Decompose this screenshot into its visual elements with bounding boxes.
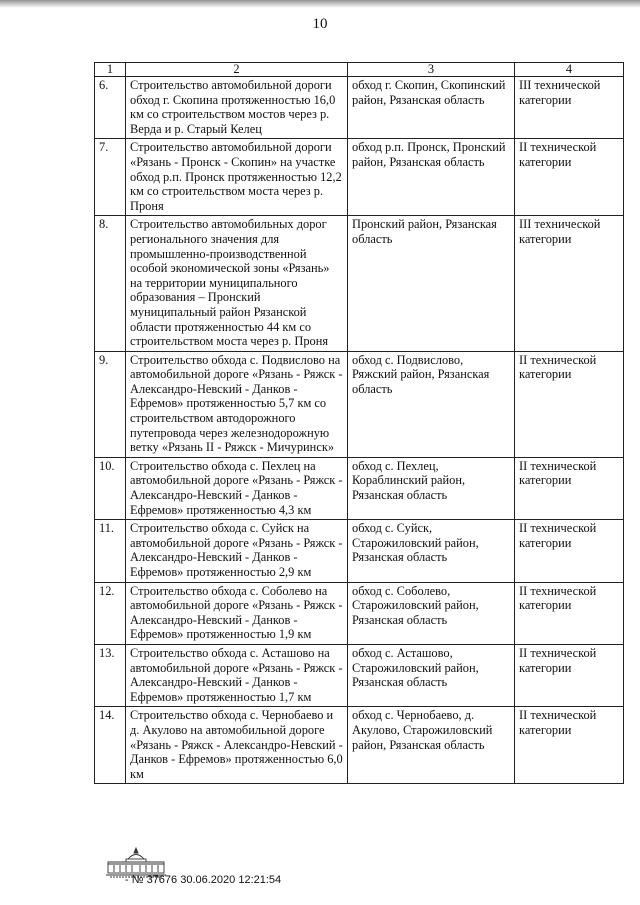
row-description: Строительство автомобильных дорог регионального значения для промышленно-производственной особой экономической зоны «Рязань» на территории муниципального образования – Пронский муниципальный район Рязанской области протяженностью 44 км со строительством моста через р. Проня [126,216,348,351]
page-number: 10 [312,16,328,32]
table-row [95,139,624,216]
projects-table [94,62,624,784]
row-category: II технической категории [515,520,624,582]
row-category: II технической категории [515,457,624,519]
row-description: Строительство обхода с. Чернобаево и д. Акулово на автомобильной дороге «Рязань - Ряжск - Александро-Невский - Данков - Ефремов» протяженностью 6,0 км [126,707,348,784]
scan-edge [0,0,640,8]
row-description: Строительство обхода с. Соболево на автомобильной дороге «Рязань - Ряжск - Александро-Невский - Данков - Ефремов» протяженностью 1,9 км [126,582,348,644]
column-header: 1 [95,63,126,77]
row-number: 11. [95,520,126,582]
row-number: 9. [95,351,126,457]
column-header: 3 [348,63,515,77]
table-row [95,707,624,784]
table-row [95,216,624,351]
row-category: II технической категории [515,139,624,216]
row-number: 10. [95,457,126,519]
table-row [95,457,624,519]
row-number: 13. [95,644,126,706]
row-description: Строительство автомобильной дороги «Рязань - Пронск - Скопин» на участке обход р.п. Пронск протяженностью 12,2 км со строительством моста через р. Проня [126,139,348,216]
row-category: III технической категории [515,77,624,139]
table-row [95,351,624,457]
row-category: II технической категории [515,582,624,644]
row-location: Пронский район, Рязанская область [348,216,515,351]
row-category: II технической категории [515,351,624,457]
row-category: II технической категории [515,707,624,784]
table-row [95,77,624,139]
row-description: Строительство обхода с. Подвислово на автомобильной дороге «Рязань - Ряжск - Александро-Невский - Данков - Ефремов» протяженностью 5,7 км со строительством автодорожного путепровода через железнодорожную ветку «Рязань II - Ряжск - Мичуринск» [126,351,348,457]
row-number: 14. [95,707,126,784]
row-description: Строительство обхода с. Асташово на автомобильной дороге «Рязань - Ряжск - Александро-Невский - Данков - Ефремов» протяженностью 1,7 км [126,644,348,706]
row-number: 12. [95,582,126,644]
row-location: обход с. Пехлец, Кораблинский район, Рязанская область [348,457,515,519]
row-location: обход с. Асташово, Старожиловский район, Рязанская область [348,644,515,706]
row-category: III технической категории [515,216,624,351]
row-description: Строительство автомобильной дороги обход г. Скопина протяженностью 16,0 км со строительством мостов через р. Верда и р. Старый Келец [126,77,348,139]
column-header: 2 [126,63,348,77]
row-number: 7. [95,139,126,216]
row-number: 6. [95,77,126,139]
row-number: 8. [95,216,126,351]
table-row [95,644,624,706]
row-location: обход г. Скопин, Скопинский район, Рязанская область [348,77,515,139]
table-row [95,520,624,582]
row-location: обход с. Чернобаево, д. Акулово, Старожиловский район, Рязанская область [348,707,515,784]
column-header: 4 [515,63,624,77]
row-category: II технической категории [515,644,624,706]
row-description: Строительство обхода с. Пехлец на автомобильной дороге «Рязань - Ряжск - Александро-Невский - Данков - Ефремов» протяженностью 4,3 км [126,457,348,519]
registration-stamp: - № 37676 30.06.2020 12:21:54 [125,874,282,886]
row-location: обход с. Соболево, Старожиловский район, Рязанская область [348,582,515,644]
row-location: обход с. Суйск, Старожиловский район, Рязанская область [348,520,515,582]
table-row [95,582,624,644]
table-header-row [95,63,624,77]
row-location: обход с. Подвислово, Ряжский район, Рязанская область [348,351,515,457]
row-description: Строительство обхода с. Суйск на автомобильной дороге «Рязань - Ряжск - Александро-Невский - Данков - Ефремов» протяженностью 2,9 км [126,520,348,582]
row-location: обход р.п. Пронск, Пронский район, Рязанская область [348,139,515,216]
